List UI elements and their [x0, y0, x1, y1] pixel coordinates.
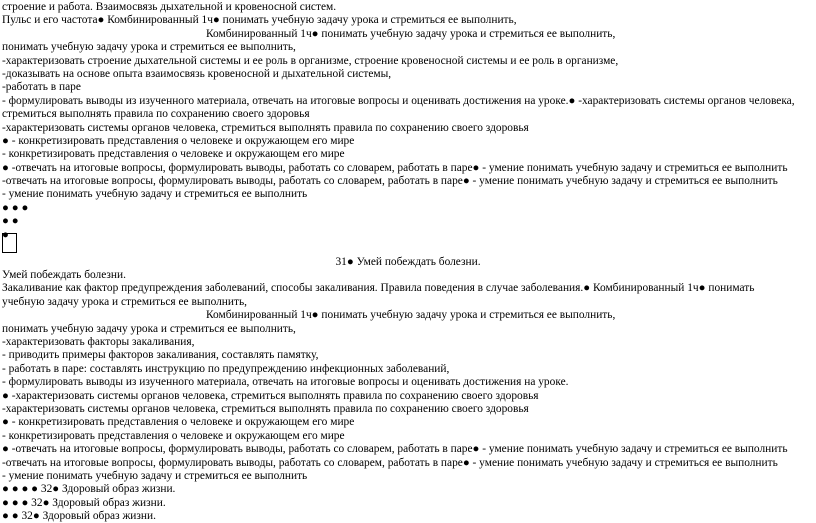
bullet-line: ● ● — [2, 215, 19, 228]
text-line: -отвечать на итоговые вопросы, формулировать выводы, работать со словарем, работать в паре● - умение понимать учебную задачу и стремиться ее выполнить — [2, 175, 778, 188]
lesson-32-line: ● ● ● ● 32● Здоровый образ жизни. — [2, 483, 176, 496]
text-line: -отвечать на итоговые вопросы, формулировать выводы, работать со словарем, работать в паре● - умение понимать учебную задачу и стремиться ее выполнить — [2, 456, 778, 469]
lesson-30-section — [2, 1, 795, 242]
text-line: -характеризовать системы органов человека, стремиться выполнять правила по сохранению своего здоровья — [2, 402, 529, 415]
text-line: -характеризовать строение дыхательной системы и ее роль в организме, строение кровеносной системы и ее роль в организме, — [2, 54, 619, 67]
text-line: ● -характеризовать системы органов человека, стремиться выполнять правила по сохранению своего здоровья — [2, 389, 539, 402]
text-line: понимать учебную задачу урока и стремиться ее выполнить, — [2, 41, 296, 54]
lesson-32-line: ● ● 32● Здоровый образ жизни. — [2, 510, 156, 523]
text-line: - формулировать выводы из изученного материала, отвечать на итоговые вопросы и оценивать достижения на уроке. — [2, 376, 569, 389]
text-line: - конкретизировать представления о человеке и окружающем его мире — [2, 429, 345, 442]
lesson-32-line: ● ● ● 32● Здоровый образ жизни. — [2, 496, 166, 509]
text-line: -характеризовать системы органов человека, стремиться выполнять правила по сохранению своего здоровья — [2, 121, 529, 134]
text-line: Комбинированный 1ч● понимать учебную задачу урока и стремиться ее выполнить, — [206, 309, 616, 322]
text-line: строение и работа. Взаимосвязь дыхательной и кровеносной систем. — [2, 1, 337, 13]
lesson-31-section — [2, 269, 792, 523]
text-line: - умение понимать учебную задачу и стремиться ее выполнить — [2, 469, 308, 482]
text-line: Пульс и его частота● Комбинированный 1ч● понимать учебную задачу урока и стремиться ее выполнить, — [2, 14, 517, 27]
lesson-31-heading: 31● Умей побеждать болезни. — [335, 256, 481, 268]
text-line: - работать в паре: составлять инструкцию по предупреждению инфекционных заболеваний, — [2, 362, 450, 375]
text-line: понимать учебную задачу урока и стремиться ее выполнить, — [2, 322, 296, 335]
empty-cell-box — [2, 233, 17, 253]
lesson-title: Умей побеждать болезни. — [2, 269, 126, 281]
text-line: стремиться выполнять правила по сохранению своего здоровья — [2, 108, 310, 121]
bullet-line: ● ● ● — [2, 201, 29, 214]
text-line: ● - конкретизировать представления о человеке и окружающем его мире — [2, 134, 355, 147]
text-line: ● -отвечать на итоговые вопросы, формулировать выводы, работать со словарем, работать в паре● - умение понимать учебную задачу и стремиться ее выполнить — [2, 443, 788, 456]
text-line: - приводить примеры факторов закаливания, составлять памятку, — [2, 349, 319, 362]
text-line: -характеризовать факторы закаливания, — [2, 335, 195, 348]
bullet-line: ● — [2, 228, 9, 241]
text-line: -работать в паре — [2, 81, 81, 94]
text-line: ● -отвечать на итоговые вопросы, формулировать выводы, работать со словарем, работать в паре● - умение понимать учебную задачу и стремиться ее выполнить — [2, 161, 788, 174]
text-line: -доказывать на основе опыта взаимосвязь кровеносной и дыхательной системы, — [2, 67, 392, 80]
lesson-intro: Закаливание как фактор предупреждения заболеваний, способы закаливания. Правила поведения в случае заболевания.● Комбинированный 1ч● понимать учебную задачу урока и стремиться ее выполнить, — [2, 282, 755, 308]
text-line: ● - конкретизировать представления о человеке и окружающем его мире — [2, 416, 355, 429]
text-line: - конкретизировать представления о человеке и окружающем его мире — [2, 148, 345, 161]
text-line: - умение понимать учебную задачу и стремиться ее выполнить — [2, 188, 308, 201]
text-line: - формулировать выводы из изученного материала, отвечать на итоговые вопросы и оценивать достижения на уроке.● -характеризовать системы органов человека, — [2, 94, 795, 107]
text-line: Комбинированный 1ч● понимать учебную задачу урока и стремиться ее выполнить, — [206, 27, 616, 40]
